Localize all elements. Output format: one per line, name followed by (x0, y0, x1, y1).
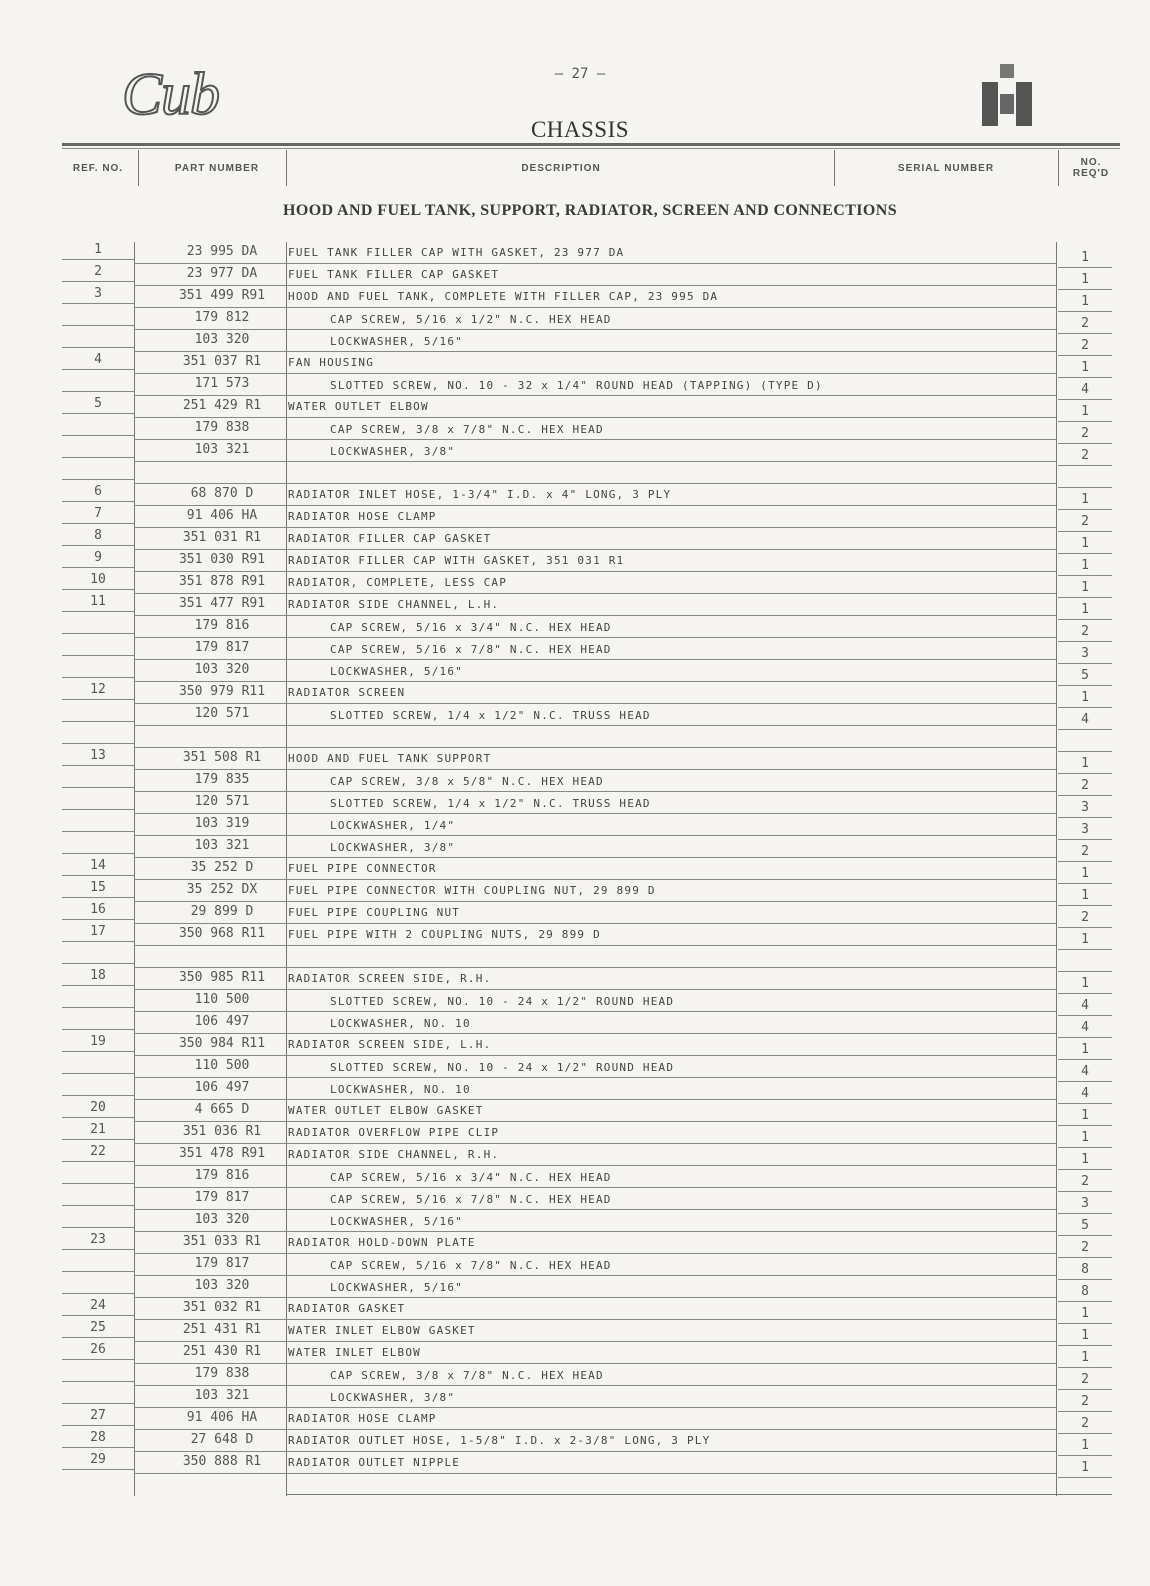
ref-no-cell: 18 (62, 967, 134, 986)
description-cell: LOCKWASHER, 5/16" (288, 662, 1056, 682)
table-row (62, 308, 1112, 330)
description-cell (288, 727, 1056, 748)
col-ref-no: REF. NO. (72, 162, 124, 174)
table-row (62, 1254, 1112, 1276)
description-cell: LOCKWASHER, 5/16" (288, 1278, 1056, 1298)
part-number-cell: 179 838 (194, 420, 250, 435)
part-number-cell: 351 878 R91 (178, 574, 266, 589)
part-number-cell: 106 497 (194, 1080, 250, 1095)
table-row (62, 968, 1112, 990)
description-cell: RADIATOR SCREEN SIDE, L.H. (288, 1035, 1056, 1056)
description-cell: LOCKWASHER, NO. 10 (288, 1080, 1056, 1100)
ref-no-cell: 14 (62, 857, 134, 876)
part-number-cell: 91 406 HA (186, 1410, 258, 1425)
description-cell: RADIATOR GASKET (288, 1299, 1056, 1320)
ref-no-cell: 7 (62, 505, 134, 524)
description-cell: LOCKWASHER, 3/8" (288, 838, 1056, 858)
qty-cell: 2 (1058, 1173, 1112, 1192)
description-cell: RADIATOR HOSE CLAMP (288, 507, 1056, 528)
table-row (62, 880, 1112, 902)
qty-cell: 3 (1058, 1195, 1112, 1214)
qty-cell: 4 (1058, 711, 1112, 730)
part-number-cell: 179 817 (194, 640, 250, 655)
description-cell: SLOTTED SCREW, NO. 10 - 24 x 1/2" ROUND HEAD (288, 992, 1056, 1012)
part-number-cell: 350 984 R11 (178, 1036, 266, 1051)
col-no-reqd: NO. REQ'D (1072, 157, 1110, 179)
qty-cell: 8 (1058, 1283, 1112, 1302)
description-cell: CAP SCREW, 3/8 x 7/8" N.C. HEX HEAD (288, 420, 1056, 440)
bottom-rule (286, 1494, 1112, 1495)
part-number-cell: 23 977 DA (186, 266, 258, 281)
description-cell: LOCKWASHER, NO. 10 (288, 1014, 1056, 1034)
ref-no-cell (62, 703, 134, 722)
cub-logo (118, 52, 226, 130)
part-number-cell: 179 812 (194, 310, 250, 325)
part-number-cell: 351 037 R1 (182, 354, 262, 369)
description-cell: RADIATOR OUTLET NIPPLE (288, 1453, 1056, 1474)
description-cell: CAP SCREW, 5/16 x 7/8" N.C. HEX HEAD (288, 1256, 1056, 1276)
part-number-cell: 351 030 R91 (178, 552, 266, 567)
ref-no-cell (62, 813, 134, 832)
ref-no-cell: 19 (62, 1033, 134, 1052)
qty-cell: 1 (1058, 755, 1112, 774)
description-cell: WATER INLET ELBOW (288, 1343, 1056, 1364)
part-number-cell: 351 033 R1 (182, 1234, 262, 1249)
ref-no-cell: 13 (62, 747, 134, 766)
qty-cell: 3 (1058, 645, 1112, 664)
qty-cell: 1 (1058, 491, 1112, 510)
qty-cell: 1 (1058, 1151, 1112, 1170)
part-number-cell: 120 571 (194, 706, 250, 721)
ref-no-cell (62, 461, 134, 480)
table-row (62, 484, 1112, 506)
part-number-cell: 120 571 (194, 794, 250, 809)
description-cell: FUEL PIPE CONNECTOR (288, 859, 1056, 880)
table-row (62, 660, 1112, 682)
part-number-cell (162, 947, 282, 965)
table-row (62, 814, 1112, 836)
table-row (62, 264, 1112, 286)
qty-cell: 5 (1058, 1217, 1112, 1236)
description-cell: WATER OUTLET ELBOW GASKET (288, 1101, 1056, 1122)
ih-logo (980, 64, 1034, 128)
qty-cell: 4 (1058, 997, 1112, 1016)
part-number-cell: 351 499 R91 (178, 288, 266, 303)
ref-no-cell (62, 1055, 134, 1074)
qty-cell: 1 (1058, 1327, 1112, 1346)
table-row (62, 1166, 1112, 1188)
ref-no-cell: 8 (62, 527, 134, 546)
description-cell: SLOTTED SCREW, NO. 10 - 24 x 1/2" ROUND HEAD (288, 1058, 1056, 1078)
description-cell: HOOD AND FUEL TANK, COMPLETE WITH FILLER CAP, 23 995 DA (288, 287, 1056, 308)
table-row (62, 792, 1112, 814)
part-number-cell: 106 497 (194, 1014, 250, 1029)
table-row (62, 550, 1112, 572)
table-row (62, 418, 1112, 440)
qty-cell: 2 (1058, 425, 1112, 444)
ref-no-cell: 27 (62, 1407, 134, 1426)
qty-cell: 1 (1058, 1305, 1112, 1324)
part-number-cell: 27 648 D (190, 1432, 254, 1447)
part-number-cell: 103 320 (194, 662, 250, 677)
table-row (62, 462, 1112, 484)
table-row (62, 1144, 1112, 1166)
qty-cell: 2 (1058, 513, 1112, 532)
table-row (62, 1056, 1112, 1078)
table-row (62, 1232, 1112, 1254)
part-number-cell: 179 838 (194, 1366, 250, 1381)
qty-cell: 4 (1058, 381, 1112, 400)
part-number-cell: 350 888 R1 (182, 1454, 262, 1469)
qty-cell: 2 (1058, 315, 1112, 334)
ref-no-cell: 12 (62, 681, 134, 700)
part-number-cell: 179 817 (194, 1190, 250, 1205)
qty-cell: 2 (1058, 1371, 1112, 1390)
part-number-cell: 179 816 (194, 618, 250, 633)
part-number-cell: 351 508 R1 (182, 750, 262, 765)
qty-cell: 2 (1058, 843, 1112, 862)
qty-cell: 2 (1058, 1415, 1112, 1434)
table-row (62, 1188, 1112, 1210)
ref-no-cell: 4 (62, 351, 134, 370)
description-cell (288, 463, 1056, 484)
description-cell: RADIATOR SCREEN (288, 683, 1056, 704)
table-row (62, 1430, 1112, 1452)
table-row (62, 1034, 1112, 1056)
description-cell: RADIATOR INLET HOSE, 1-3/4" I.D. x 4" LONG, 3 PLY (288, 485, 1056, 506)
description-cell: RADIATOR FILLER CAP GASKET (288, 529, 1056, 550)
part-number-cell: 110 500 (194, 992, 250, 1007)
table-row (62, 1408, 1112, 1430)
table-row (62, 902, 1112, 924)
qty-cell: 1 (1058, 271, 1112, 290)
ref-no-cell (62, 1209, 134, 1228)
description-cell: RADIATOR SCREEN SIDE, R.H. (288, 969, 1056, 990)
description-cell: FAN HOUSING (288, 353, 1056, 374)
qty-cell: 1 (1058, 249, 1112, 268)
ref-no-cell: 9 (62, 549, 134, 568)
part-number-cell: 251 431 R1 (182, 1322, 262, 1337)
description-cell: CAP SCREW, 5/16 x 7/8" N.C. HEX HEAD (288, 640, 1056, 660)
ref-no-cell: 22 (62, 1143, 134, 1162)
qty-cell: 1 (1058, 975, 1112, 994)
ref-no-cell: 11 (62, 593, 134, 612)
qty-cell: 1 (1058, 359, 1112, 378)
description-cell: CAP SCREW, 5/16 x 1/2" N.C. HEX HEAD (288, 310, 1056, 330)
qty-cell: 2 (1058, 909, 1112, 928)
qty-cell: 2 (1058, 777, 1112, 796)
ref-no-cell (62, 615, 134, 634)
qty-cell: 3 (1058, 821, 1112, 840)
description-cell: RADIATOR HOSE CLAMP (288, 1409, 1056, 1430)
part-number-cell: 103 320 (194, 1212, 250, 1227)
description-cell: RADIATOR OUTLET HOSE, 1-5/8" I.D. x 2-3/8" LONG, 3 PLY (288, 1431, 1056, 1452)
ref-no-cell (62, 989, 134, 1008)
ref-no-cell: 24 (62, 1297, 134, 1316)
qty-cell: 2 (1058, 447, 1112, 466)
ref-no-cell: 10 (62, 571, 134, 590)
ref-no-cell: 2 (62, 263, 134, 282)
description-cell: WATER INLET ELBOW GASKET (288, 1321, 1056, 1342)
description-cell: RADIATOR, COMPLETE, LESS CAP (288, 573, 1056, 594)
ref-no-cell (62, 1385, 134, 1404)
table-row (62, 990, 1112, 1012)
ref-no-cell (62, 1011, 134, 1030)
ref-no-cell (62, 1165, 134, 1184)
part-number-cell: 251 430 R1 (182, 1344, 262, 1359)
qty-cell: 1 (1058, 1129, 1112, 1148)
ref-no-cell (62, 1363, 134, 1382)
table-row (62, 440, 1112, 462)
qty-cell: 1 (1058, 579, 1112, 598)
col-serial-number: SERIAL NUMBER (897, 162, 995, 174)
ref-no-cell (62, 307, 134, 326)
part-number-cell: 35 252 DX (186, 882, 258, 897)
part-number-cell: 103 321 (194, 838, 250, 853)
part-number-cell (162, 463, 282, 481)
ref-no-cell: 6 (62, 483, 134, 502)
part-number-cell: 351 032 R1 (182, 1300, 262, 1315)
description-cell: CAP SCREW, 5/16 x 7/8" N.C. HEX HEAD (288, 1190, 1056, 1210)
part-number-cell: 351 036 R1 (182, 1124, 262, 1139)
description-cell: LOCKWASHER, 5/16" (288, 1212, 1056, 1232)
ref-no-cell: 28 (62, 1429, 134, 1448)
description-cell: SLOTTED SCREW, NO. 10 - 32 x 1/4" ROUND HEAD (TAPPING) (TYPE D) (288, 376, 1056, 396)
ref-no-cell (62, 373, 134, 392)
table-row (62, 1276, 1112, 1298)
qty-cell: 1 (1058, 557, 1112, 576)
ref-no-cell: 1 (62, 241, 134, 260)
description-cell: RADIATOR SIDE CHANNEL, L.H. (288, 595, 1056, 616)
table-row (62, 836, 1112, 858)
table-row (62, 286, 1112, 308)
ref-no-cell: 3 (62, 285, 134, 304)
qty-cell: 1 (1058, 601, 1112, 620)
col-part-number: PART NUMBER (174, 162, 260, 174)
description-cell: RADIATOR HOLD-DOWN PLATE (288, 1233, 1056, 1254)
table-row (62, 1452, 1112, 1474)
table-row (62, 1342, 1112, 1364)
description-cell: RADIATOR SIDE CHANNEL, R.H. (288, 1145, 1056, 1166)
part-number-cell: 110 500 (194, 1058, 250, 1073)
description-cell: FUEL PIPE CONNECTOR WITH COUPLING NUT, 29 899 D (288, 881, 1056, 902)
qty-cell: 5 (1058, 667, 1112, 686)
table-row (62, 1100, 1112, 1122)
part-number-cell (162, 727, 282, 745)
part-number-cell: 103 320 (194, 1278, 250, 1293)
subsection-title: HOOD AND FUEL TANK, SUPPORT, RADIATOR, SCREEN AND CONNECTIONS (283, 202, 897, 219)
part-number-cell: 91 406 HA (186, 508, 258, 523)
description-cell: SLOTTED SCREW, 1/4 x 1/2" N.C. TRUSS HEAD (288, 706, 1056, 726)
part-number-cell: 171 573 (194, 376, 250, 391)
qty-cell: 1 (1058, 887, 1112, 906)
ref-no-cell: 26 (62, 1341, 134, 1360)
part-number-cell: 179 835 (194, 772, 250, 787)
description-cell: HOOD AND FUEL TANK SUPPORT (288, 749, 1056, 770)
part-number-cell: 4 665 D (194, 1102, 250, 1117)
ref-no-cell: 16 (62, 901, 134, 920)
description-cell (288, 947, 1056, 968)
ref-no-cell: 21 (62, 1121, 134, 1140)
ref-no-cell (62, 637, 134, 656)
description-cell: RADIATOR FILLER CAP WITH GASKET, 351 031 R1 (288, 551, 1056, 572)
table-row (62, 726, 1112, 748)
part-number-cell: 103 320 (194, 332, 250, 347)
ref-no-cell (62, 769, 134, 788)
table-row (62, 682, 1112, 704)
ref-no-cell (62, 1187, 134, 1206)
page-number: — 27 — (554, 66, 606, 82)
table-row (62, 352, 1112, 374)
qty-cell: 3 (1058, 799, 1112, 818)
column-header (62, 143, 1120, 186)
ref-no-cell (62, 1253, 134, 1272)
description-cell: FUEL PIPE WITH 2 COUPLING NUTS, 29 899 D (288, 925, 1056, 946)
table-row (62, 1298, 1112, 1320)
part-number-cell: 179 817 (194, 1256, 250, 1271)
qty-cell: 2 (1058, 1393, 1112, 1412)
ref-no-cell: 20 (62, 1099, 134, 1118)
table-row (62, 1078, 1112, 1100)
part-number-cell: 179 816 (194, 1168, 250, 1183)
qty-cell: 1 (1058, 931, 1112, 950)
description-cell: SLOTTED SCREW, 1/4 x 1/2" N.C. TRUSS HEAD (288, 794, 1056, 814)
part-number-cell: 103 321 (194, 1388, 250, 1403)
qty-cell: 1 (1058, 689, 1112, 708)
table-row (62, 506, 1112, 528)
ref-no-cell (62, 725, 134, 744)
table-row (62, 858, 1112, 880)
table-row (62, 946, 1112, 968)
qty-cell: 2 (1058, 623, 1112, 642)
description-cell: CAP SCREW, 5/16 x 3/4" N.C. HEX HEAD (288, 1168, 1056, 1188)
qty-cell: 4 (1058, 1085, 1112, 1104)
qty-cell: 1 (1058, 1437, 1112, 1456)
ref-no-cell: 23 (62, 1231, 134, 1250)
part-number-cell: 251 429 R1 (182, 398, 262, 413)
table-row (62, 594, 1112, 616)
qty-cell: 1 (1058, 1459, 1112, 1478)
description-cell: LOCKWASHER, 5/16" (288, 332, 1056, 352)
description-cell: CAP SCREW, 3/8 x 5/8" N.C. HEX HEAD (288, 772, 1056, 792)
table-row (62, 1210, 1112, 1232)
ref-no-cell (62, 439, 134, 458)
ref-no-cell (62, 1077, 134, 1096)
table-row (62, 770, 1112, 792)
qty-cell: 2 (1058, 1239, 1112, 1258)
svg-text:Cub: Cub (122, 61, 220, 127)
part-number-cell: 103 321 (194, 442, 250, 457)
description-cell: LOCKWASHER, 3/8" (288, 442, 1056, 462)
table-row (62, 572, 1112, 594)
part-number-cell: 350 979 R11 (178, 684, 266, 699)
ref-no-cell (62, 791, 134, 810)
part-number-cell: 103 319 (194, 816, 250, 831)
qty-cell: 1 (1058, 1107, 1112, 1126)
table-row (62, 330, 1112, 352)
part-number-cell: 351 477 R91 (178, 596, 266, 611)
table-row (62, 704, 1112, 726)
description-cell: CAP SCREW, 3/8 x 7/8" N.C. HEX HEAD (288, 1366, 1056, 1386)
description-cell: FUEL PIPE COUPLING NUT (288, 903, 1056, 924)
table-row (62, 1320, 1112, 1342)
qty-cell: 1 (1058, 293, 1112, 312)
ref-no-cell (62, 417, 134, 436)
description-cell: RADIATOR OVERFLOW PIPE CLIP (288, 1123, 1056, 1144)
table-row (62, 1122, 1112, 1144)
part-number-cell: 23 995 DA (186, 244, 258, 259)
table-row (62, 924, 1112, 946)
table-row (62, 374, 1112, 396)
qty-cell: 2 (1058, 337, 1112, 356)
qty-cell: 4 (1058, 1019, 1112, 1038)
table-row (62, 638, 1112, 660)
table-row (62, 1386, 1112, 1408)
description-cell: WATER OUTLET ELBOW (288, 397, 1056, 418)
table-row (62, 242, 1112, 264)
qty-cell: 1 (1058, 403, 1112, 422)
qty-cell: 1 (1058, 535, 1112, 554)
ref-no-cell (62, 1275, 134, 1294)
description-cell: LOCKWASHER, 3/8" (288, 1388, 1056, 1408)
part-number-cell: 35 252 D (190, 860, 254, 875)
description-cell: FUEL TANK FILLER CAP GASKET (288, 265, 1056, 286)
table-row (62, 1012, 1112, 1034)
section-title: CHASSIS (530, 117, 630, 142)
qty-cell: 8 (1058, 1261, 1112, 1280)
col-description: DESCRIPTION (521, 162, 601, 174)
qty-cell: 1 (1058, 1041, 1112, 1060)
table-row (62, 396, 1112, 418)
part-number-cell: 29 899 D (190, 904, 254, 919)
ref-no-cell (62, 659, 134, 678)
part-number-cell: 68 870 D (190, 486, 254, 501)
table-row (62, 748, 1112, 770)
qty-cell: 4 (1058, 1063, 1112, 1082)
ref-no-cell (62, 329, 134, 348)
part-number-cell: 350 968 R11 (178, 926, 266, 941)
description-cell: LOCKWASHER, 1/4" (288, 816, 1056, 836)
ref-no-cell: 29 (62, 1451, 134, 1470)
part-number-cell: 351 031 R1 (182, 530, 262, 545)
part-number-cell: 350 985 R11 (178, 970, 266, 985)
ref-no-cell (62, 835, 134, 854)
ref-no-cell: 5 (62, 395, 134, 414)
parts-table (62, 242, 1112, 1496)
ref-no-cell: 17 (62, 923, 134, 942)
ref-no-cell: 15 (62, 879, 134, 898)
description-cell: FUEL TANK FILLER CAP WITH GASKET, 23 977 DA (288, 243, 1056, 264)
ref-no-cell (62, 945, 134, 964)
table-row (62, 528, 1112, 550)
part-number-cell: 351 478 R91 (178, 1146, 266, 1161)
qty-cell: 1 (1058, 865, 1112, 884)
table-row (62, 616, 1112, 638)
qty-cell: 1 (1058, 1349, 1112, 1368)
description-cell: CAP SCREW, 5/16 x 3/4" N.C. HEX HEAD (288, 618, 1056, 638)
ref-no-cell: 25 (62, 1319, 134, 1338)
table-row (62, 1364, 1112, 1386)
